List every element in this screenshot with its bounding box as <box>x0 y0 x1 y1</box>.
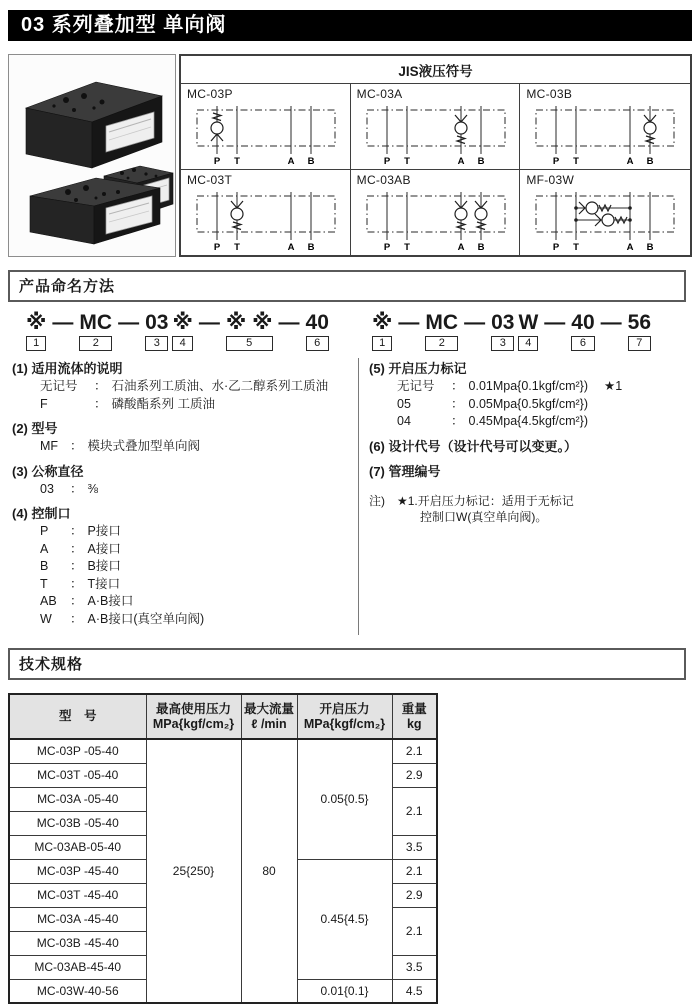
code-segment-text: — <box>118 311 140 334</box>
naming-def <box>40 523 350 541</box>
item-heading <box>12 463 350 481</box>
def-desc: B接口 <box>87 559 121 573</box>
jis-cell-label: MC-03P <box>187 87 233 101</box>
naming-def <box>40 611 350 629</box>
code-segment-text: ※ ※ <box>225 311 273 334</box>
code-segment-text: W <box>518 311 539 334</box>
jis-symbol-grid <box>181 84 690 255</box>
def-term: MF <box>40 439 59 453</box>
code-segment-text: 40 <box>571 311 595 334</box>
def-term: W <box>40 611 52 626</box>
code-segment-text: — <box>52 311 74 334</box>
def-term: AB <box>40 594 57 608</box>
code-segment <box>424 311 459 351</box>
item-number: (6) <box>369 438 385 454</box>
svg-text:A: A <box>287 242 295 252</box>
def-desc: 石油系列工质油、水·乙二醇系列工质油 <box>111 379 329 393</box>
def-desc: ⅜ <box>87 481 98 496</box>
naming-item <box>369 463 692 481</box>
naming-def <box>40 593 350 611</box>
hydraulic-symbol <box>526 188 684 252</box>
table-row <box>9 739 437 763</box>
naming-column-left <box>8 358 358 635</box>
spec-weight-cell: 2.1 <box>392 739 437 763</box>
code-segment-text: ※ <box>172 311 193 334</box>
item-heading <box>12 360 350 378</box>
item-number: (3) <box>12 463 28 479</box>
code-segment <box>395 311 422 334</box>
spec-col-header: 最高使用压力 MPa{kgf/cm₂} <box>146 694 241 739</box>
def-star-ref: ★1 <box>604 379 623 393</box>
naming-item <box>369 438 692 456</box>
code-segment-text: 56 <box>627 311 651 334</box>
code-segment-text: MC <box>425 311 459 334</box>
code-segment-text: — <box>398 311 420 334</box>
svg-text:T: T <box>573 242 580 252</box>
spec-model-cell: MC-03T -45-40 <box>9 883 146 907</box>
model-code-mc <box>24 311 364 351</box>
code-segment-text: — <box>544 311 566 334</box>
def-colon: ： <box>451 396 464 411</box>
def-term: 无记号 <box>397 379 435 393</box>
hydraulic-symbol <box>526 102 684 166</box>
spec-model-cell: MC-03A -45-40 <box>9 907 146 931</box>
svg-text:P: P <box>213 242 221 252</box>
spec-opening-pressure-cell: 0.01{0.1} <box>297 979 392 1003</box>
code-segment-text: — <box>600 311 622 334</box>
svg-text:A: A <box>457 242 465 252</box>
svg-text:P: P <box>553 156 560 166</box>
naming-def <box>40 576 350 594</box>
def-colon: ： <box>70 481 83 496</box>
code-position-box: 4 <box>172 336 192 351</box>
code-segment-text: — <box>278 311 300 334</box>
jis-cell-label: MF-03W <box>526 173 575 187</box>
def-colon: ： <box>451 414 464 428</box>
code-segment-text: ※ <box>26 311 47 334</box>
svg-text:P: P <box>383 242 390 252</box>
code-segment <box>517 311 539 351</box>
hydraulic-symbol <box>187 102 345 166</box>
hydraulic-symbol <box>187 188 345 252</box>
code-position-box: 4 <box>518 336 538 351</box>
spec-opening-pressure-cell: 0.45{4.5} <box>297 859 392 979</box>
svg-text:A: A <box>287 156 295 166</box>
def-term: 03 <box>40 481 54 496</box>
section-title-specs: 技术规格 <box>8 648 686 680</box>
jis-cell-mc-03a <box>351 84 521 170</box>
code-segment <box>78 311 113 351</box>
code-segment <box>490 311 515 351</box>
code-segment-text: ※ <box>372 311 393 334</box>
model-code-row <box>8 311 692 351</box>
naming-def <box>40 378 350 396</box>
code-segment-text: — <box>198 311 220 334</box>
spec-weight-cell: 2.1 <box>392 787 437 835</box>
svg-text:T: T <box>403 242 410 252</box>
code-position-box: 6 <box>306 336 329 351</box>
def-desc: 磷酸酯系列 工质油 <box>111 396 215 411</box>
def-term: T <box>40 576 48 591</box>
svg-text:A: A <box>626 242 634 252</box>
naming-column-right <box>358 358 692 635</box>
item-title: 管理编号 <box>388 463 441 479</box>
top-row <box>8 54 692 257</box>
code-position-box: 2 <box>79 336 112 351</box>
code-position-box: 3 <box>145 336 168 351</box>
naming-def <box>397 413 692 431</box>
code-position-box: 1 <box>26 336 46 351</box>
valve-blocks-photo <box>10 56 174 255</box>
svg-text:T: T <box>234 242 240 252</box>
code-segment-text: 03 <box>145 311 169 334</box>
def-colon: ： <box>94 379 107 393</box>
spec-model-cell: MC-03AB-45-40 <box>9 955 146 979</box>
spec-weight-cell: 2.1 <box>392 907 437 955</box>
footnote-line2: 控制口W(真空单向阀)。 <box>420 510 548 524</box>
def-desc: A·B接口(真空单向阀) <box>87 611 205 626</box>
item-number: (1) <box>12 361 28 376</box>
item-title: 开启压力标记 <box>388 361 467 376</box>
spec-opening-pressure-cell: 0.05{0.5} <box>297 739 392 859</box>
spec-model-cell: MC-03B -45-40 <box>9 931 146 955</box>
code-position-box: 7 <box>628 336 651 351</box>
spec-max-pressure-cell: 25{250} <box>146 739 241 1003</box>
code-segment-text: MC <box>79 311 113 334</box>
footnote-line1: ★1.开启压力标记：适用于无标记 <box>397 493 574 508</box>
def-term: F <box>40 396 48 411</box>
svg-text:B: B <box>477 156 485 166</box>
spec-weight-cell: 3.5 <box>392 955 437 979</box>
code-position-box: 6 <box>571 336 594 351</box>
def-desc: 0.45Mpa{4.5kgf/cm²}) <box>468 414 589 428</box>
spec-weight-cell: 3.5 <box>392 835 437 859</box>
code-segment <box>49 311 76 334</box>
spec-max-flow-cell: 80 <box>241 739 297 1003</box>
page-title: 03 系列叠加型 单向阀 <box>8 10 692 41</box>
footnote-prefix: 注) <box>369 493 385 508</box>
item-heading <box>369 438 692 456</box>
item-number: (4) <box>12 506 28 521</box>
spec-col-header: 最大流量 ℓ /min <box>241 694 297 739</box>
item-heading <box>369 463 692 481</box>
jis-cell-mc-03b <box>520 84 690 170</box>
model-code-mc03w <box>370 311 653 351</box>
def-desc: T接口 <box>87 576 121 591</box>
svg-text:B: B <box>646 156 654 166</box>
svg-text:T: T <box>403 156 410 166</box>
jis-cell-mc-03p <box>181 84 351 170</box>
spec-model-cell: MC-03B -05-40 <box>9 811 146 835</box>
spec-col-header: 型 号 <box>9 694 146 739</box>
def-colon: ： <box>70 524 83 538</box>
svg-text:B: B <box>307 156 315 166</box>
code-segment <box>276 311 303 334</box>
code-segment <box>144 311 169 351</box>
code-segment-text: — <box>464 311 486 334</box>
code-segment <box>225 311 274 351</box>
spec-model-cell: MC-03P -05-40 <box>9 739 146 763</box>
def-term: 无记号 <box>40 379 78 393</box>
item-title: 控制口 <box>31 506 71 521</box>
svg-text:B: B <box>477 242 485 252</box>
spec-weight-cell: 2.9 <box>392 763 437 787</box>
svg-text:P: P <box>383 156 390 166</box>
svg-text:A: A <box>457 156 465 166</box>
svg-text:B: B <box>307 242 315 252</box>
spec-col-header: 开启压力 MPa{kgf/cm₂} <box>297 694 392 739</box>
naming-def <box>40 541 350 559</box>
spec-table <box>8 693 438 1004</box>
spec-model-cell: MC-03W-40-56 <box>9 979 146 1003</box>
item-heading <box>12 505 350 523</box>
jis-cell-label: MC-03AB <box>356 173 411 187</box>
code-segment <box>627 311 652 351</box>
svg-text:T: T <box>573 156 580 166</box>
def-colon: ： <box>451 379 464 393</box>
jis-cell-label: MC-03B <box>526 87 573 101</box>
spec-weight-cell: 4.5 <box>392 979 437 1003</box>
spec-weight-cell: 2.1 <box>392 859 437 883</box>
code-segment <box>461 311 488 334</box>
def-desc: 模块式叠加型单向阀 <box>87 439 201 453</box>
spec-model-cell: MC-03T -05-40 <box>9 763 146 787</box>
hydraulic-symbol <box>357 188 515 252</box>
item-title: 适用流体的说明 <box>31 361 123 376</box>
item-title: 公称直径 <box>31 463 84 479</box>
def-term: 04 <box>397 414 411 428</box>
code-segment <box>171 311 193 351</box>
spec-model-cell: MC-03P -45-40 <box>9 859 146 883</box>
spec-model-cell: MC-03AB-05-40 <box>9 835 146 859</box>
code-segment <box>305 311 330 351</box>
naming-item <box>12 463 350 499</box>
code-position-box: 3 <box>491 336 514 351</box>
code-position-box: 5 <box>226 336 273 351</box>
naming-item <box>12 360 350 413</box>
jis-cell-label: MC-03T <box>187 173 233 187</box>
naming-def <box>397 378 692 396</box>
item-title: 型号 <box>31 421 58 436</box>
def-desc: 0.05Mpa{0.5kgf/cm²}) <box>468 396 589 411</box>
code-position-box: 2 <box>425 336 458 351</box>
def-colon: ： <box>70 439 83 453</box>
def-colon: ： <box>70 594 83 608</box>
def-term: A <box>40 541 49 556</box>
code-segment-text: 40 <box>305 311 329 334</box>
def-desc: 0.01Mpa{0.1kgf/cm²}) <box>468 379 589 393</box>
def-colon: ： <box>94 396 107 411</box>
code-segment-text: 03 <box>491 311 515 334</box>
code-position-box: 1 <box>372 336 392 351</box>
def-desc: A接口 <box>87 541 121 556</box>
code-segment <box>541 311 568 334</box>
spec-col-header: 重量 kg <box>392 694 437 739</box>
naming-item <box>12 505 350 628</box>
svg-text:T: T <box>234 156 240 166</box>
section-title-naming: 产品命名方法 <box>8 270 686 302</box>
naming-explanations <box>8 358 692 635</box>
svg-text:A: A <box>626 156 634 166</box>
naming-def <box>40 396 350 414</box>
def-desc: P接口 <box>87 524 121 538</box>
naming-item <box>12 420 350 456</box>
code-segment <box>115 311 142 334</box>
footnote <box>369 493 692 526</box>
code-segment <box>570 311 595 351</box>
item-heading <box>369 360 692 378</box>
jis-cell-label: MC-03A <box>356 87 403 101</box>
jis-cell-mf-03w <box>520 170 690 255</box>
jis-cell-mc-03ab <box>351 170 521 255</box>
item-number: (2) <box>12 421 28 436</box>
code-segment <box>25 311 47 351</box>
hydraulic-symbol <box>357 102 515 166</box>
item-title: 设计代号（设计代号可以变更。） <box>388 438 578 454</box>
code-segment <box>371 311 393 351</box>
code-segment <box>598 311 625 334</box>
naming-def <box>40 558 350 576</box>
code-segment <box>196 311 223 334</box>
def-colon: ： <box>70 559 83 573</box>
item-heading <box>12 420 350 438</box>
item-number: (5) <box>369 361 385 376</box>
def-term: B <box>40 559 49 573</box>
svg-text:B: B <box>646 242 654 252</box>
product-photo <box>8 54 176 257</box>
naming-def <box>397 396 692 414</box>
def-colon: ： <box>70 576 83 591</box>
svg-text:P: P <box>553 242 560 252</box>
jis-symbol-table <box>179 54 692 257</box>
jis-cell-mc-03t <box>181 170 351 255</box>
def-colon: ： <box>70 611 83 626</box>
def-term: 05 <box>397 396 411 411</box>
item-number: (7) <box>369 463 385 479</box>
def-term: P <box>40 524 49 538</box>
def-desc: A·B接口 <box>87 594 134 608</box>
jis-table-title: JIS液压符号 <box>181 56 690 84</box>
naming-def <box>40 481 350 499</box>
naming-item <box>369 360 692 431</box>
svg-text:P: P <box>213 156 221 166</box>
spec-model-cell: MC-03A -05-40 <box>9 787 146 811</box>
def-colon: ： <box>70 541 83 556</box>
naming-def <box>40 438 350 456</box>
spec-weight-cell: 2.9 <box>392 883 437 907</box>
footnote-text <box>397 493 574 526</box>
